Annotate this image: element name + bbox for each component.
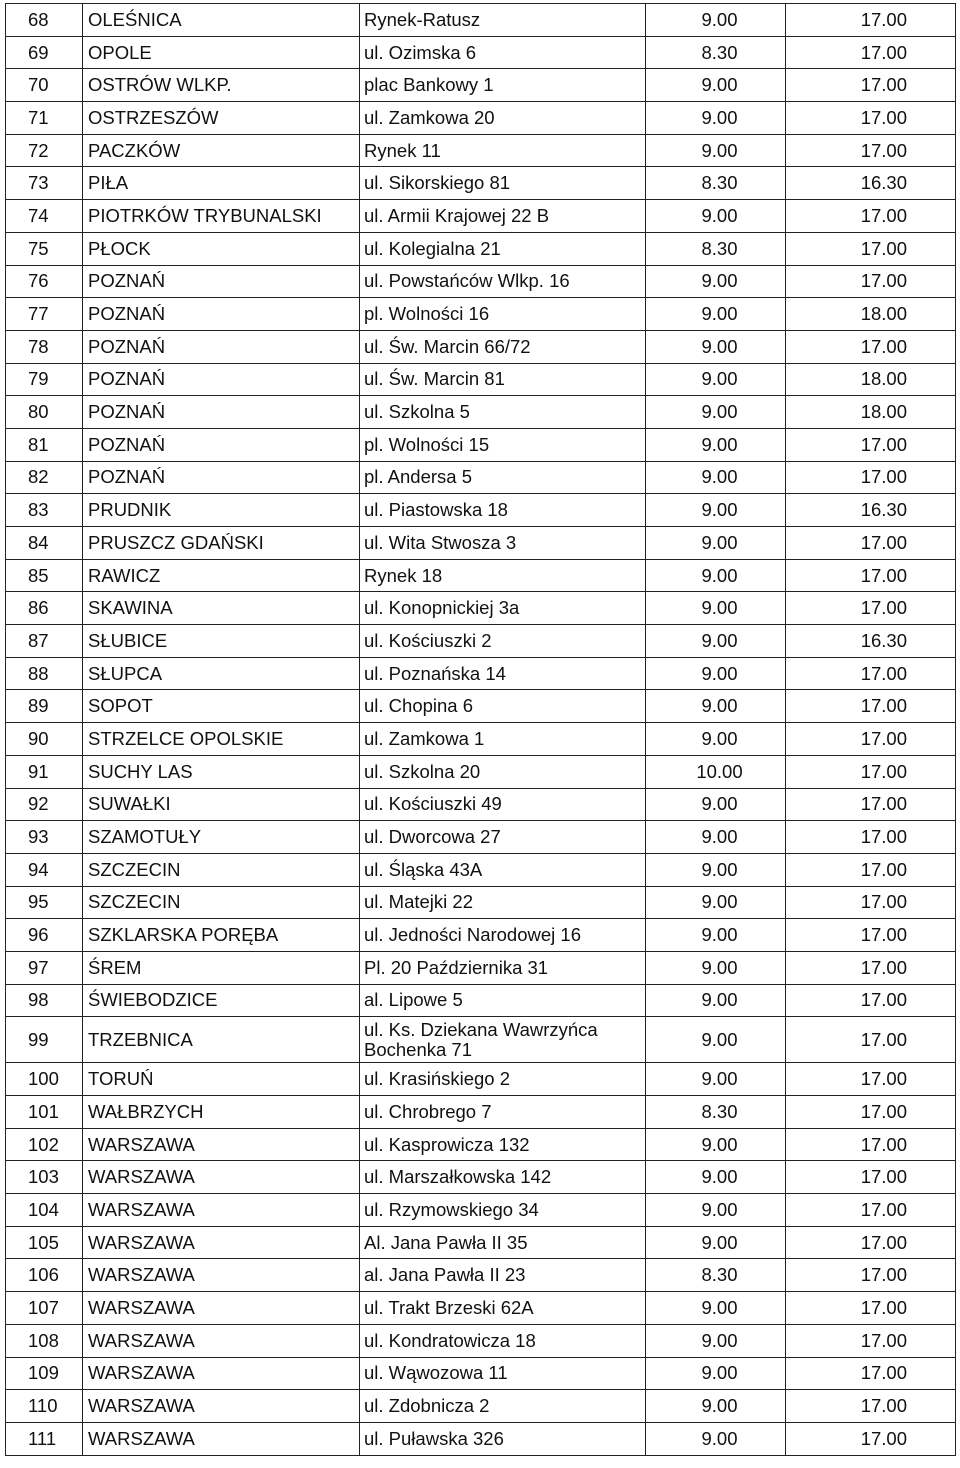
address-cell: ul. Puławska 326 [360, 1422, 646, 1455]
address-cell: ul. Wąwozowa 11 [360, 1357, 646, 1390]
address-cell: ul. Szkolna 20 [360, 755, 646, 788]
row-number: 70 [6, 69, 83, 102]
row-number: 71 [6, 102, 83, 135]
address-cell: ul. Trakt Brzeski 62A [360, 1292, 646, 1325]
opening-time-cell: 9.00 [646, 330, 786, 363]
table-row [6, 1161, 956, 1194]
opening-time-cell: 9.00 [646, 102, 786, 135]
opening-time-cell: 9.00 [646, 1292, 786, 1325]
opening-time-cell: 8.30 [646, 36, 786, 69]
opening-time-cell: 9.00 [646, 69, 786, 102]
city-cell: WARSZAWA [83, 1292, 360, 1325]
opening-time-cell: 9.00 [646, 1017, 786, 1063]
city-cell: WARSZAWA [83, 1161, 360, 1194]
closing-time-cell: 16.30 [786, 494, 956, 527]
opening-time-cell: 9.00 [646, 788, 786, 821]
closing-time-cell: 17.00 [786, 232, 956, 265]
row-number: 89 [6, 690, 83, 723]
address-cell: ul. Jedności Narodowej 16 [360, 919, 646, 952]
closing-time-cell: 17.00 [786, 527, 956, 560]
closing-time-cell: 17.00 [786, 1259, 956, 1292]
row-number: 79 [6, 363, 83, 396]
opening-time-cell: 9.00 [646, 723, 786, 756]
address-cell: ul. Wita Stwosza 3 [360, 527, 646, 560]
address-cell: ul. Dworcowa 27 [360, 821, 646, 854]
opening-time-cell: 9.00 [646, 984, 786, 1017]
city-cell: WARSZAWA [83, 1357, 360, 1390]
table-row [6, 853, 956, 886]
row-number: 73 [6, 167, 83, 200]
opening-time-cell: 9.00 [646, 657, 786, 690]
closing-time-cell: 16.30 [786, 167, 956, 200]
closing-time-cell: 17.00 [786, 1017, 956, 1063]
closing-time-cell: 17.00 [786, 853, 956, 886]
closing-time-cell: 17.00 [786, 1161, 956, 1194]
address-cell: Rynek 11 [360, 134, 646, 167]
table-row [6, 788, 956, 821]
address-cell: ul. Matejki 22 [360, 886, 646, 919]
closing-time-cell: 17.00 [786, 134, 956, 167]
city-cell: POZNAŃ [83, 330, 360, 363]
closing-time-cell: 17.00 [786, 330, 956, 363]
table-row [6, 1324, 956, 1357]
row-number: 76 [6, 265, 83, 298]
opening-time-cell: 9.00 [646, 1226, 786, 1259]
row-number: 102 [6, 1128, 83, 1161]
city-cell: WARSZAWA [83, 1259, 360, 1292]
closing-time-cell: 17.00 [786, 1422, 956, 1455]
table-row [6, 527, 956, 560]
table-row [6, 886, 956, 919]
table-row [6, 330, 956, 363]
city-cell: SŁUBICE [83, 625, 360, 658]
table-row [6, 102, 956, 135]
city-cell: SZCZECIN [83, 853, 360, 886]
city-cell: SZKLARSKA PORĘBA [83, 919, 360, 952]
closing-time-cell: 17.00 [786, 1324, 956, 1357]
city-cell: TRZEBNICA [83, 1017, 360, 1063]
closing-time-cell: 17.00 [786, 1096, 956, 1129]
address-cell: ul. Powstańców Wlkp. 16 [360, 265, 646, 298]
table-row [6, 1226, 956, 1259]
address-cell: Rynek 18 [360, 559, 646, 592]
city-cell: POZNAŃ [83, 428, 360, 461]
row-number: 75 [6, 232, 83, 265]
row-number: 88 [6, 657, 83, 690]
closing-time-cell: 17.00 [786, 1226, 956, 1259]
closing-time-cell: 17.00 [786, 984, 956, 1017]
opening-time-cell: 8.30 [646, 1096, 786, 1129]
closing-time-cell: 17.00 [786, 4, 956, 37]
table-row [6, 592, 956, 625]
address-cell: ul. Marszałkowska 142 [360, 1161, 646, 1194]
closing-time-cell: 17.00 [786, 559, 956, 592]
city-cell: PRUSZCZ GDAŃSKI [83, 527, 360, 560]
row-number: 68 [6, 4, 83, 37]
opening-time-cell: 9.00 [646, 625, 786, 658]
table-row [6, 363, 956, 396]
opening-time-cell: 9.00 [646, 821, 786, 854]
opening-time-cell: 9.00 [646, 1422, 786, 1455]
opening-time-cell: 9.00 [646, 1161, 786, 1194]
row-number: 78 [6, 330, 83, 363]
city-cell: PIŁA [83, 167, 360, 200]
table-row [6, 265, 956, 298]
address-cell: ul. Zamkowa 1 [360, 723, 646, 756]
city-cell: WARSZAWA [83, 1226, 360, 1259]
closing-time-cell: 17.00 [786, 1128, 956, 1161]
table-row [6, 200, 956, 233]
address-cell: al. Lipowe 5 [360, 984, 646, 1017]
closing-time-cell: 17.00 [786, 1194, 956, 1227]
city-cell: OSTRZESZÓW [83, 102, 360, 135]
city-cell: OLEŚNICA [83, 4, 360, 37]
table-row [6, 232, 956, 265]
address-cell: ul. Św. Marcin 81 [360, 363, 646, 396]
opening-time-cell: 9.00 [646, 853, 786, 886]
row-number: 107 [6, 1292, 83, 1325]
opening-time-cell: 9.00 [646, 559, 786, 592]
table-row [6, 625, 956, 658]
city-cell: POZNAŃ [83, 461, 360, 494]
table-row [6, 69, 956, 102]
address-cell: ul. Kościuszki 2 [360, 625, 646, 658]
address-cell: ul. Kasprowicza 132 [360, 1128, 646, 1161]
opening-time-cell: 9.00 [646, 134, 786, 167]
address-cell: ul. Kościuszki 49 [360, 788, 646, 821]
row-number: 91 [6, 755, 83, 788]
row-number: 101 [6, 1096, 83, 1129]
address-cell: ul. Rzymowskiego 34 [360, 1194, 646, 1227]
table-row [6, 494, 956, 527]
locations-table [5, 3, 956, 1456]
closing-time-cell: 16.30 [786, 625, 956, 658]
city-cell: PIOTRKÓW TRYBUNALSKI [83, 200, 360, 233]
closing-time-cell: 17.00 [786, 723, 956, 756]
city-cell: OSTRÓW WLKP. [83, 69, 360, 102]
closing-time-cell: 17.00 [786, 200, 956, 233]
city-cell: POZNAŃ [83, 265, 360, 298]
address-cell: ul. Poznańska 14 [360, 657, 646, 690]
city-cell: SOPOT [83, 690, 360, 723]
address-cell: ul. Konopnickiej 3a [360, 592, 646, 625]
opening-time-cell: 9.00 [646, 298, 786, 331]
row-number: 93 [6, 821, 83, 854]
opening-time-cell: 9.00 [646, 461, 786, 494]
address-cell: ul. Armii Krajowej 22 B [360, 200, 646, 233]
address-cell: ul. Kondratowicza 18 [360, 1324, 646, 1357]
opening-time-cell: 9.00 [646, 265, 786, 298]
row-number: 92 [6, 788, 83, 821]
city-cell: WARSZAWA [83, 1390, 360, 1423]
table-row [6, 951, 956, 984]
city-cell: PRUDNIK [83, 494, 360, 527]
row-number: 90 [6, 723, 83, 756]
opening-time-cell: 9.00 [646, 200, 786, 233]
table-row [6, 1128, 956, 1161]
table-row [6, 298, 956, 331]
opening-time-cell: 9.00 [646, 4, 786, 37]
opening-time-cell: 9.00 [646, 1357, 786, 1390]
row-number: 108 [6, 1324, 83, 1357]
address-cell: ul. Sikorskiego 81 [360, 167, 646, 200]
row-number: 84 [6, 527, 83, 560]
closing-time-cell: 17.00 [786, 428, 956, 461]
city-cell: POZNAŃ [83, 298, 360, 331]
row-number: 83 [6, 494, 83, 527]
table-row [6, 559, 956, 592]
row-number: 103 [6, 1161, 83, 1194]
city-cell: POZNAŃ [83, 396, 360, 429]
city-cell: SKAWINA [83, 592, 360, 625]
closing-time-cell: 17.00 [786, 690, 956, 723]
address-cell: ul. Szkolna 5 [360, 396, 646, 429]
row-number: 100 [6, 1063, 83, 1096]
address-cell: ul. Zamkowa 20 [360, 102, 646, 135]
city-cell: PŁOCK [83, 232, 360, 265]
city-cell: WARSZAWA [83, 1128, 360, 1161]
table-row [6, 1357, 956, 1390]
row-number: 110 [6, 1390, 83, 1423]
address-cell: plac Bankowy 1 [360, 69, 646, 102]
city-cell: SZCZECIN [83, 886, 360, 919]
closing-time-cell: 17.00 [786, 886, 956, 919]
row-number: 82 [6, 461, 83, 494]
row-number: 85 [6, 559, 83, 592]
opening-time-cell: 9.00 [646, 1063, 786, 1096]
closing-time-cell: 18.00 [786, 396, 956, 429]
row-number: 86 [6, 592, 83, 625]
closing-time-cell: 17.00 [786, 265, 956, 298]
table-row [6, 167, 956, 200]
row-number: 105 [6, 1226, 83, 1259]
opening-time-cell: 9.00 [646, 592, 786, 625]
locations-table-body [6, 4, 956, 1456]
opening-time-cell: 9.00 [646, 886, 786, 919]
row-number: 97 [6, 951, 83, 984]
address-cell: pl. Wolności 15 [360, 428, 646, 461]
opening-time-cell: 9.00 [646, 1390, 786, 1423]
closing-time-cell: 17.00 [786, 788, 956, 821]
address-cell: Al. Jana Pawła II 35 [360, 1226, 646, 1259]
row-number: 77 [6, 298, 83, 331]
table-row [6, 134, 956, 167]
row-number: 81 [6, 428, 83, 461]
address-cell: ul. Ozimska 6 [360, 36, 646, 69]
city-cell: RAWICZ [83, 559, 360, 592]
table-row [6, 919, 956, 952]
opening-time-cell: 9.00 [646, 396, 786, 429]
address-cell: ul. Śląska 43A [360, 853, 646, 886]
row-number: 94 [6, 853, 83, 886]
city-cell: OPOLE [83, 36, 360, 69]
table-row [6, 821, 956, 854]
table-row [6, 1096, 956, 1129]
city-cell: SŁUPCA [83, 657, 360, 690]
opening-time-cell: 8.30 [646, 1259, 786, 1292]
table-row [6, 690, 956, 723]
table-row [6, 755, 956, 788]
table-row [6, 428, 956, 461]
opening-time-cell: 9.00 [646, 690, 786, 723]
row-number: 80 [6, 396, 83, 429]
city-cell: POZNAŃ [83, 363, 360, 396]
closing-time-cell: 17.00 [786, 102, 956, 135]
table-row [6, 723, 956, 756]
table-row [6, 1017, 956, 1063]
table-row [6, 1390, 956, 1423]
table-row [6, 1259, 956, 1292]
closing-time-cell: 17.00 [786, 919, 956, 952]
address-cell: ul. Ks. Dziekana Wawrzyńca Bochenka 71 [360, 1017, 646, 1063]
closing-time-cell: 17.00 [786, 951, 956, 984]
closing-time-cell: 17.00 [786, 755, 956, 788]
closing-time-cell: 17.00 [786, 1063, 956, 1096]
closing-time-cell: 18.00 [786, 363, 956, 396]
opening-time-cell: 9.00 [646, 494, 786, 527]
row-number: 109 [6, 1357, 83, 1390]
table-row [6, 461, 956, 494]
table-row [6, 1422, 956, 1455]
city-cell: SUCHY LAS [83, 755, 360, 788]
city-cell: PACZKÓW [83, 134, 360, 167]
closing-time-cell: 17.00 [786, 461, 956, 494]
address-cell: pl. Andersa 5 [360, 461, 646, 494]
table-row [6, 984, 956, 1017]
row-number: 95 [6, 886, 83, 919]
closing-time-cell: 17.00 [786, 1292, 956, 1325]
closing-time-cell: 18.00 [786, 298, 956, 331]
table-row [6, 4, 956, 37]
address-cell: ul. Kolegialna 21 [360, 232, 646, 265]
city-cell: WARSZAWA [83, 1324, 360, 1357]
address-cell: Pl. 20 Października 31 [360, 951, 646, 984]
opening-time-cell: 9.00 [646, 951, 786, 984]
city-cell: STRZELCE OPOLSKIE [83, 723, 360, 756]
opening-time-cell: 10.00 [646, 755, 786, 788]
table-row [6, 1194, 956, 1227]
city-cell: ŚWIEBODZICE [83, 984, 360, 1017]
row-number: 96 [6, 919, 83, 952]
city-cell: WARSZAWA [83, 1422, 360, 1455]
table-row [6, 36, 956, 69]
row-number: 69 [6, 36, 83, 69]
closing-time-cell: 17.00 [786, 592, 956, 625]
city-cell: SUWAŁKI [83, 788, 360, 821]
closing-time-cell: 17.00 [786, 821, 956, 854]
address-cell: al. Jana Pawła II 23 [360, 1259, 646, 1292]
table-row [6, 396, 956, 429]
address-cell: Rynek-Ratusz [360, 4, 646, 37]
opening-time-cell: 8.30 [646, 232, 786, 265]
row-number: 98 [6, 984, 83, 1017]
row-number: 87 [6, 625, 83, 658]
row-number: 111 [6, 1422, 83, 1455]
row-number: 106 [6, 1259, 83, 1292]
table-row [6, 657, 956, 690]
row-number: 72 [6, 134, 83, 167]
opening-time-cell: 9.00 [646, 428, 786, 461]
city-cell: ŚREM [83, 951, 360, 984]
opening-time-cell: 9.00 [646, 1324, 786, 1357]
row-number: 99 [6, 1017, 83, 1063]
row-number: 104 [6, 1194, 83, 1227]
table-row [6, 1292, 956, 1325]
address-cell: ul. Św. Marcin 66/72 [360, 330, 646, 363]
city-cell: SZAMOTUŁY [83, 821, 360, 854]
opening-time-cell: 9.00 [646, 919, 786, 952]
address-cell: ul. Zdobnicza 2 [360, 1390, 646, 1423]
table-row [6, 1063, 956, 1096]
opening-time-cell: 9.00 [646, 1194, 786, 1227]
closing-time-cell: 17.00 [786, 69, 956, 102]
opening-time-cell: 9.00 [646, 1128, 786, 1161]
closing-time-cell: 17.00 [786, 657, 956, 690]
city-cell: WAŁBRZYCH [83, 1096, 360, 1129]
address-cell: pl. Wolności 16 [360, 298, 646, 331]
address-cell: ul. Piastowska 18 [360, 494, 646, 527]
closing-time-cell: 17.00 [786, 36, 956, 69]
row-number: 74 [6, 200, 83, 233]
opening-time-cell: 9.00 [646, 363, 786, 396]
closing-time-cell: 17.00 [786, 1390, 956, 1423]
opening-time-cell: 9.00 [646, 527, 786, 560]
address-cell: ul. Krasińskiego 2 [360, 1063, 646, 1096]
address-cell: ul. Chopina 6 [360, 690, 646, 723]
city-cell: WARSZAWA [83, 1194, 360, 1227]
closing-time-cell: 17.00 [786, 1357, 956, 1390]
city-cell: TORUŃ [83, 1063, 360, 1096]
address-cell: ul. Chrobrego 7 [360, 1096, 646, 1129]
opening-time-cell: 8.30 [646, 167, 786, 200]
